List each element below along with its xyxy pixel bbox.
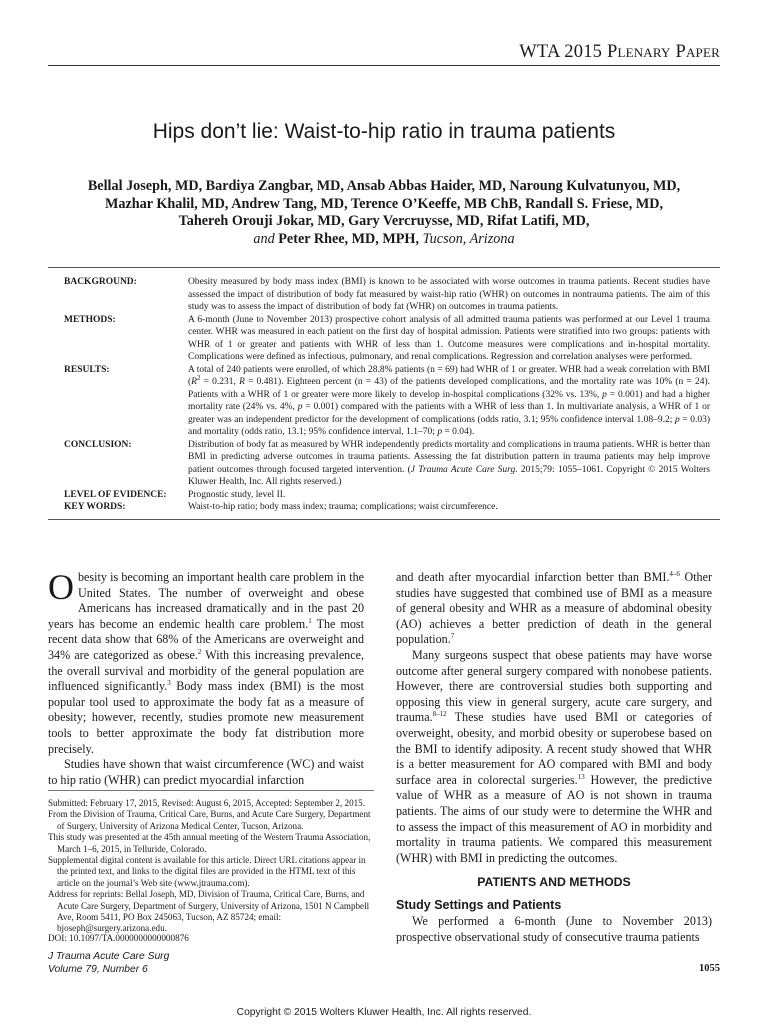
- abstract-text: A 6-month (June to November 2013) prospective cohort analysis of all admitted trauma patients was performed at our Level 1 trauma center. WHR was measured in each patient on the first day of hospital admission. Patients were stratified into two groups: patients with WHR of 1 or greater and patients with WHR of less than 1. Outcome measures were complications and in-hospital mortality. Complications were defined as infectious, pulmonary, and renal complications. Regression and correlation analyses were performed.: [188, 314, 710, 362]
- footnote: Submitted: February 17, 2015, Revised: August 6, 2015, Accepted: September 2, 2015.: [48, 798, 365, 808]
- abstract-keywords: [48, 501, 720, 514]
- abstract-conclusion: [48, 439, 720, 489]
- running-header: [48, 40, 720, 64]
- abstract-background: [48, 276, 720, 314]
- abstract-label: METHODS:: [64, 314, 116, 325]
- drop-cap: O: [48, 567, 74, 607]
- journal-footer: [48, 951, 169, 976]
- abstract-methods: [48, 314, 720, 364]
- author-line: Mazhar Khalil, MD, Andrew Tang, MD, Terence O’Keeffe, MB ChB, Randall S. Friese, MD,: [104, 195, 664, 212]
- body-paragraph: and death after myocardial infarction better than BMI.$^{4-6}$ Other studies have suggested that combined use of BMI as a measure of general obesity and WHR as a measure of abdominal obesity (AO) achieves a better prediction of death in the general population.$^7$: [396, 569, 712, 647]
- abstract-text: Prognostic study, level II.: [188, 489, 286, 500]
- body-column-left: [48, 567, 364, 788]
- body-column-right: [396, 570, 712, 866]
- abstract-label: LEVEL OF EVIDENCE:: [64, 489, 167, 500]
- abstract-results: [48, 364, 720, 439]
- footnote: Supplemental digital content is available for this article. Direct URL citations appear in the printed text, and links to the digital files are provided in the HTML text of this article on the journal’s Web site (www.jtrauma.com).: [48, 855, 366, 888]
- author-line: Tahereh Orouji Jokar, MD, Gary Vercruysse, MD, Rifat Latifi, MD,: [178, 213, 590, 230]
- abstract: [48, 267, 720, 520]
- author-line: Bellal Joseph, MD, Bardiya Zangbar, MD, Ansab Abbas Haider, MD, Naroung Kulvatunyou, MD,: [87, 178, 681, 194]
- author-list: [60, 178, 708, 248]
- abstract-text: Distribution of body fat as measured by WHR independently predicts mortality and complications in trauma patients. WHR is better than BMI in predicting adverse outcomes in trauma patients. Assessing the fat distribution pattern in trauma patients may help improve patient outcomes through focused targeted intervention. (J Trauma Acute Care Surg. 2015;79: 1055–1061. Copyright © 2015 Wolters Kluwer Health, Inc. All rights reserved.): [188, 439, 710, 487]
- abstract-label: CONCLUSION:: [64, 439, 132, 450]
- abstract-label: RESULTS:: [64, 364, 110, 375]
- footnotes: [48, 790, 374, 935]
- author-and: and: [253, 230, 275, 247]
- header-prefix: WTA 2015: [519, 42, 603, 62]
- header-rule: [48, 65, 720, 66]
- body-paragraph: We performed a 6-month (June to November 2013) prospective observational study of consecutive trauma patients: [396, 914, 712, 944]
- body-paragraph: Many surgeons suspect that obese patients may have worse outcome after general surgery compared with nonobese patients. However, there are controversial studies both supporting and opposing this view in general surgery, acute care surgery, and trauma.$^{8-12}$ These studies have used BMI or categories of overweight, obesity, and morbid obesity or superobese based on the BMI to identify adiposity. A recent study showed that WHR is a better measurement for AO compared with BMI and body surface area in colorectal surgeries.$^{13}$ However, the predictive value of WHR as a measure of AO is not shown in trauma patients. The aims of our study were to determine the WHR and to assess the impact of this measurement of AO in morbidity and mortality in trauma patients. We compared this measurement (WHR) with BMI in predicting the outcomes.: [396, 647, 712, 865]
- author-location: Tucson, Arizona: [422, 230, 515, 247]
- journal-volume: Volume 79, Number 6: [48, 963, 148, 975]
- header-text: [519, 42, 720, 63]
- body-paragraph: Studies have shown that waist circumference (WC) and waist to hip ratio (WHR) can predict myocardial infarction: [48, 757, 364, 787]
- section-heading: PATIENTS AND METHODS: [477, 875, 631, 889]
- footnote: From the Division of Trauma, Critical Care, Burns, and Acute Care Surgery, Department of Surgery, University of Arizona Medical Center, Tucson, Arizona.: [48, 809, 371, 831]
- abstract-evidence: [48, 489, 720, 502]
- journal-name: J Trauma Acute Care Surg: [48, 951, 170, 962]
- abstract-text: Obesity measured by body mass index (BMI) is known to be associated with worse outcomes in trauma patients. Recent studies have assessed the impact of distribution of body fat measured by waist-hip ratio (WHR) on outcomes in nontrauma patients. The aim of this study was to assess the impact of distribution of body fat (WHR) on outcomes in trauma patients.: [188, 277, 710, 312]
- footnote: Address for reprints: Bellal Joseph, MD, Division of Trauma, Critical Care, Burns, and Acute Care Surgery, Department of Surgery, University of Arizona, 1501 N Campbell Ave, Room 5411, PO Box 245063, Tucson, AZ 85724; email: bjoseph@surgery.arizona.edu.: [48, 889, 370, 934]
- abstract-text: Waist-to-hip ratio; body mass index; trauma; complications; waist circumference.: [188, 502, 498, 512]
- author-line: [60, 231, 708, 249]
- abstract-label: KEY WORDS:: [64, 502, 126, 512]
- article-title: Hips don’t lie: Waist-to-hip ratio in trauma patients: [152, 120, 616, 143]
- body-paragraph: Obesity is becoming an important health care problem in the United States. The number of overweight and obese Americans has increased dramatically and in the past 20 years has become an endemic health care problem.$^1$ The most recent data show that 68% of the Americans are overweight and 34% are categorized as obese.$^2$ With this increasing prevalence, the overall survival and morbidity of the general population are influenced significantly.$^3$ Body mass index (BMI) is the most popular tool used to approximate the body fat as a measure of obesity; however, recently, studies promote new measurement tools to better approximate the body fat distribution more precisely.: [48, 567, 364, 756]
- subsection-heading: Study Settings and Patients: [396, 898, 562, 912]
- abstract-label: BACKGROUND:: [64, 277, 137, 287]
- page-number: 1055: [699, 963, 720, 974]
- copyright-notice: Copyright © 2015 Wolters Kluwer Health, Inc. All rights reserved.: [236, 1007, 532, 1018]
- footnote: This study was presented at the 45th annual meeting of the Western Trauma Association, March 1–6, 2015, in Telluride, Colorado.: [48, 832, 371, 854]
- doi: DOI: 10.1097/TA.0000000000000876: [48, 933, 189, 943]
- abstract-text: A total of 240 patients were enrolled, of which 28.8% patients (n = 69) had WHR of 1 or greater. WHR had a weak correlation with BMI ($R^2 = 0.231$, R = 0.481). Eighteen percent (n = 43) of the patients developed complications, and the mortality rate was 10% (n = 24). Patients with a WHR of 1 or greater were more likely to develop in-hospital complications (32% vs. 13%, p = 0.001) and had a higher mortality rate (24% vs. 4%, p = 0.001) compared with the patients with a WHR of less than 1. In multivariate analysis, a WHR of 1 or greater was an independent predictor for the development of complications (odds ratio, 3.1; 95% confidence interval 1.08–9.2; p = 0.03) and mortality (odds ratio, 13.1; 95% confidence interval, 1.1–70; p = 0.04).: [188, 364, 710, 437]
- author-last: Peter Rhee, MD, MPH,: [278, 230, 420, 247]
- header-label: Plenary Paper: [606, 42, 720, 62]
